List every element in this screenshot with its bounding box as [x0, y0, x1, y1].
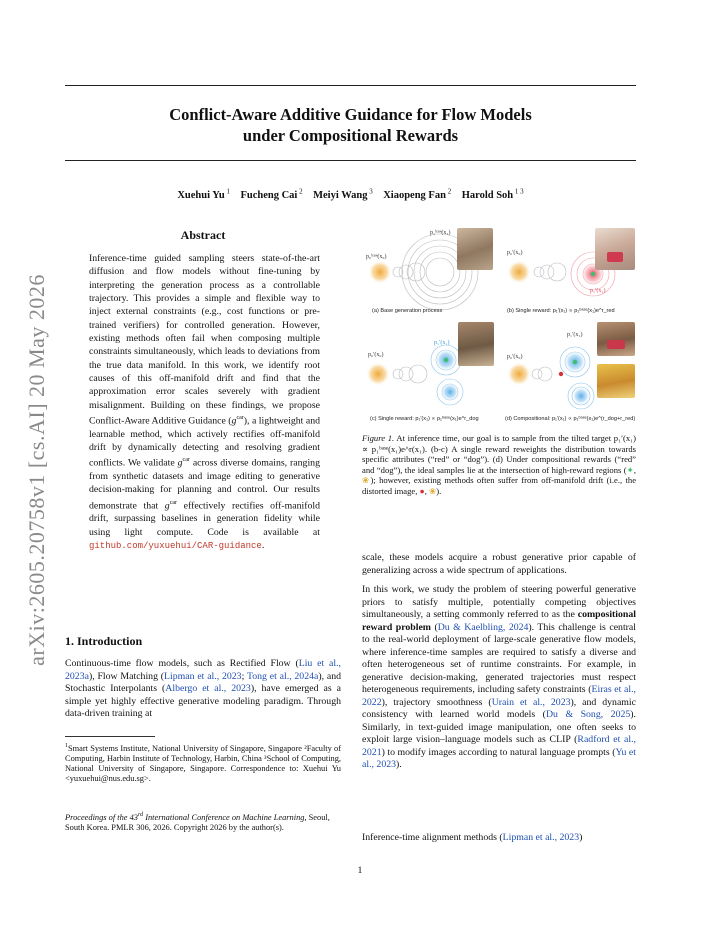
author-name: Xiaopeng Fan $^2$	[383, 187, 452, 201]
intro-paragraph-1-continued: scale, these models acquire a robust generative prior capable of generalizing across a wide spectrum of applications.	[362, 552, 636, 576]
citation-link[interactable]: Lipman et al., 2023	[164, 670, 242, 682]
citation-link[interactable]: Radford et al., 2021	[362, 734, 637, 758]
arxiv-id: arXiv:2605.20758v1 [cs.AI] 20 May 2026	[24, 274, 49, 666]
arxiv-watermark	[22, 260, 52, 680]
figure-panel-c: p₀′(x₀) p₁′(x₁) (c) Single reward: p₁′(x₁) ∝ p₁ᵇᵃˢᵉ(x₁)e^r_dog	[362, 322, 494, 422]
figure-1-caption: Figure 1. At inference time, our goal is to sample from the tilted target p₁′(x₁) ∝ p₁ᵇᵃˢᵉ(x₁)e^r(x₁). (b-c) A single reward reweights the distribution towards specific attributes (“red” or “dog”). (d) Under compositional rewards (“red” and “dog”), the ideal samples lie at the intersection of high-reward regions (✦, ❀); however, existing methods often suffer from off-manifold drift (i.e., the distorted image, ●, ❀).	[362, 433, 637, 496]
dog-photo	[458, 322, 494, 366]
cat-photo	[457, 228, 493, 270]
code-link[interactable]: github.com/yuxuehui/CAR-guidance	[89, 541, 262, 552]
intro-paragraph-3: Inference-time alignment methods (Lipman et al., 2023)	[362, 832, 583, 843]
author-list	[65, 187, 636, 201]
author-name: Meiyi Wang $^3$	[313, 187, 373, 201]
figure-panel-b: p₀′(x₀) p₁′(x₁) (b) Single reward: p₁′(x₁) ∝ p₁ᵇᵃˢᵉ(x₁)e^r_red	[505, 224, 637, 324]
citation-link[interactable]: Liu et al., 2023a	[65, 658, 341, 682]
paper-title	[65, 104, 636, 146]
abstract-body: Inference-time guided sampling steers state-of-the-art diffusion and flow models without fine-tuning by interpreting the generation process as a controllable trajectory. This provides a simple and flexible way to inject external constraints (e.g., cost functions or pre-trained verifiers) for controlled generation. However, existing methods often fail when composing multiple constraints simultaneously, which leads to deviations from the true data manifold. In this work, we identify root causes of this off-manifold drift and find that the approximation error scales severely with gradient misalignment. Building on these findings, we propose Conflict-Aware Additive Guidance $(g^{car})$, a lightweight and learnable method, which actively rectifies off-manifold drift by dynamically detecting and resolving gradient conflicts. We validate $g^{car}$ across diverse domains, ranging from synthetic datasets and image editing to generative decision-making for planning and control. Our results demonstrate that $g^{car}$ effectively rectifies off-manifold drift, surpassing baselines in generation fidelity while using light compute. Code is available at github.com/yuxuehui/CAR-guidance.	[89, 253, 320, 552]
title-bottom-rule	[65, 160, 636, 161]
cat-red-photo	[595, 228, 635, 270]
intro-paragraph-2: In this work, we study the problem of steering powerful generative priors to satisfy multiple, potentially competing objectives simultaneously, a setting commonly referred to as the compositional reward problem (Du & Kaelbling, 2024). This challenge is central to the real-world deployment of large-scale generative flow models, where inference-time samples are required to satisfy a diverse and often heterogeneous set of runtime constraints. For example, in generative decision-making, generated trajectories must respect heterogeneous requirements, including safety constraints (Eiras et al., 2022), trajectory smoothness (Urain et al., 2023), and dynamic consistency with learned world models (Du & Song, 2025). Similarly, in text-guided image manipulation, one often seeks to exploit large vision–language models such as CLIP (Radford et al., 2021) to modify images according to natural language prompts (Yu et al., 2023).	[362, 584, 637, 770]
author-name: Fucheng Cai $^2$	[240, 187, 303, 201]
figure-panel-d: p₀′(x₀) p₁′(x₁) (d) Compositional: p₁′(x₁) ∝ p₁ᵇᵃˢᵉ(x₁)e^(r_dog+r_red)	[505, 322, 637, 422]
footnote-affiliations: $^1$Smart Systems Institute, National University of Singapore, Singapore ²Faculty of Computing, Harbin Institute of Technology, Harbin, China ³School of Computing, National University of Singapore, Singapore. Correspondence to: Xuehui Yu <yuxuehui@nus.edu.sg>.	[65, 743, 341, 784]
citation-link[interactable]: Eiras et al., 2022	[362, 684, 636, 708]
intro-paragraph-1: Continuous-time flow models, such as Rectified Flow (Liu et al., 2023a), Flow Matching (Lipman et al., 2023; Tong et al., 2024a), and Stochastic Interpolants (Albergo et al., 2023), have emerged as a simple yet highly effective generative modeling paradigm. Through data-driven training at	[65, 658, 342, 719]
section-heading-introduction: 1. Introduction	[65, 634, 143, 648]
figure-panel-a: p₀ᵇᵃˢᵉ(x₀) p₁ᵇᵃˢᵉ(x₁) (a) Base generation process	[362, 224, 494, 324]
citation-link[interactable]: Lipman et al., 2023	[502, 832, 580, 843]
dog-red-photo	[597, 322, 635, 356]
top-rule	[65, 85, 636, 86]
proceedings-note: Proceedings of the 43rd International Conference on Machine Learning, Seoul, South Korea. PMLR 306, 2026. Copyright 2026 by the author(s).	[65, 812, 330, 832]
page-number: 1	[357, 865, 363, 876]
citation-link[interactable]: Urain et al., 2023	[491, 696, 571, 708]
citation-link[interactable]: Tong et al., 2024a	[246, 670, 319, 682]
author-name: Xuehui Yu $^1$	[177, 187, 230, 201]
citation-link[interactable]: Albergo et al., 2023	[165, 683, 251, 694]
abstract-heading: Abstract	[180, 228, 226, 242]
citation-link[interactable]: Du & Song, 2025	[545, 709, 631, 720]
author-name: Harold Soh $^{1 3}$	[461, 187, 524, 201]
title-line-1: Conflict-Aware Additive Guidance for Flow Models	[169, 105, 532, 124]
citation-link[interactable]: Du & Kaelbling, 2024	[437, 621, 529, 633]
footnote-rule	[65, 736, 155, 737]
title-line-2: under Compositional Rewards	[242, 126, 459, 145]
citation-link[interactable]: Yu et al., 2023	[362, 746, 636, 770]
distorted-photo	[597, 364, 635, 398]
